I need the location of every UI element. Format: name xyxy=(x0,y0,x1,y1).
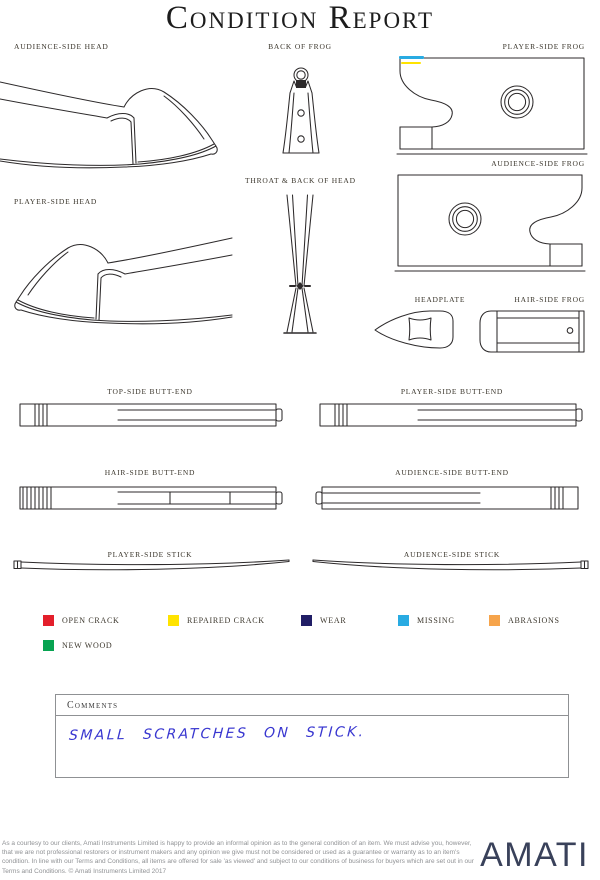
label-player-side-butt-end: PLAYER-SIDE BUTT-END xyxy=(400,387,504,396)
page-title: Condition Report xyxy=(165,0,435,36)
label-player-side-stick: PLAYER-SIDE STICK xyxy=(107,550,193,559)
label-audience-side-stick: AUDIENCE-SIDE STICK xyxy=(403,550,501,559)
legend-item-open-crack xyxy=(43,615,119,626)
new-wood-label: NEW WOOD xyxy=(62,641,113,650)
audience-side-butt-end-drawing xyxy=(314,483,580,513)
repaired-crack-annotation-mark xyxy=(401,62,421,65)
headplate-drawing xyxy=(372,306,458,354)
label-player-side-frog: PLAYER-SIDE FROG xyxy=(502,42,585,51)
comments-box xyxy=(55,694,569,778)
player-side-frog-drawing xyxy=(397,55,587,157)
handwritten-comment: SMALL SCRATCHES ON STICK. xyxy=(68,724,366,744)
wear-label: WEAR xyxy=(320,616,347,625)
missing-label: MISSING xyxy=(417,616,455,625)
legend-item-repaired-crack xyxy=(168,615,265,626)
label-audience-side-butt-end: AUDIENCE-SIDE BUTT-END xyxy=(395,468,509,477)
audience-side-frog-drawing xyxy=(395,172,585,274)
new-wood-swatch xyxy=(43,640,54,651)
hair-side-frog-drawing xyxy=(477,308,587,355)
legend-item-missing xyxy=(398,615,455,626)
repaired-crack-label: REPAIRED CRACK xyxy=(187,616,265,625)
label-player-side-head: PLAYER-SIDE HEAD xyxy=(14,197,98,206)
legal-disclaimer: As a courtesy to our clients, Amati Instruments Limited is happy to provide an informal opinion as to the general condition of an item. We must advise you, however, that we are not professional restorers or instrument makers and any opinion we give must not be considered or used as a guarantee or warranty as to an item's condition. In line with our Terms and Conditions, all items are offered for sale 'as viewed' and subject to our conditions of business for buyers which are set out in our Terms and Conditions. © Amati Instruments Limited 2017 xyxy=(2,840,474,875)
abrasions-swatch xyxy=(489,615,500,626)
label-audience-side-frog: AUDIENCE-SIDE FROG xyxy=(491,159,585,168)
missing-swatch xyxy=(398,615,409,626)
top-side-butt-end-drawing xyxy=(18,400,284,430)
label-back-of-frog: BACK OF FROG xyxy=(268,42,332,51)
hair-side-butt-end-drawing xyxy=(18,483,284,513)
repaired-crack-swatch xyxy=(168,615,179,626)
comments-header: Comments xyxy=(56,695,568,716)
label-hair-side-butt-end: HAIR-SIDE BUTT-END xyxy=(104,468,196,477)
missing-annotation-mark xyxy=(399,56,424,59)
open-crack-label: OPEN CRACK xyxy=(62,616,120,625)
throat-back-of-head-drawing xyxy=(277,192,323,337)
wear-swatch xyxy=(301,615,312,626)
legend-item-new-wood xyxy=(43,640,112,651)
player-side-butt-end-drawing xyxy=(318,400,584,430)
label-top-side-butt-end: TOP-SIDE BUTT-END xyxy=(107,387,193,396)
audience-side-head-drawing xyxy=(0,55,232,171)
label-audience-side-head: AUDIENCE-SIDE HEAD xyxy=(14,42,109,51)
audience-side-stick-drawing xyxy=(310,557,592,575)
open-crack-swatch xyxy=(43,615,54,626)
label-throat-back-of-head: THROAT & BACK OF HEAD xyxy=(245,176,356,185)
label-hair-side-frog: HAIR-SIDE FROG xyxy=(514,295,585,304)
label-headplate: HEADPLATE xyxy=(414,295,466,304)
player-side-head-drawing xyxy=(0,208,232,330)
player-side-stick-drawing xyxy=(10,557,292,575)
back-of-frog-drawing xyxy=(280,66,322,158)
legend-item-abrasions xyxy=(489,615,560,626)
amati-logo: AMATI xyxy=(480,836,589,874)
legend-item-wear xyxy=(301,615,346,626)
abrasions-label: ABRASIONS xyxy=(508,616,560,625)
